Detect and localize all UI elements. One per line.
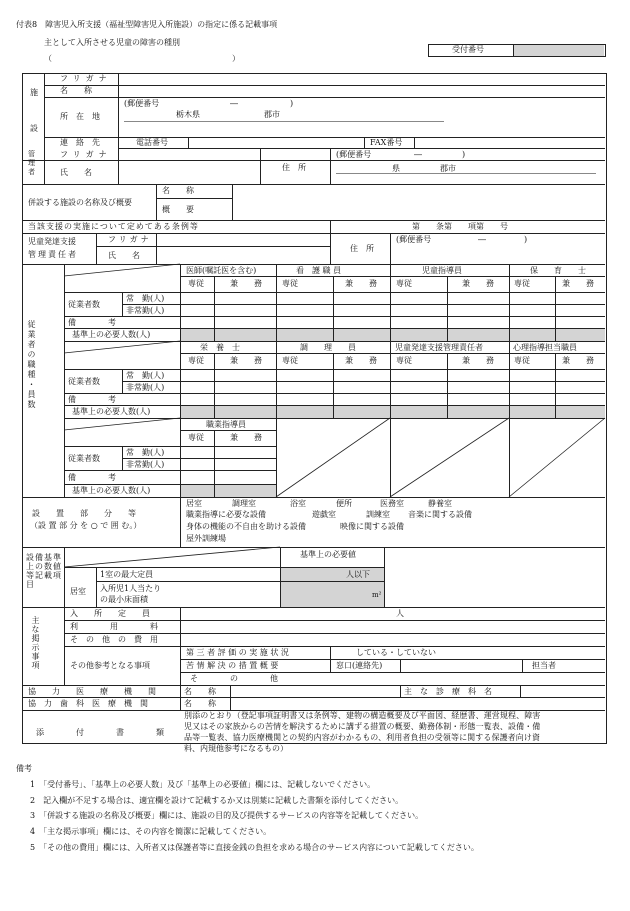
ordinance-article: 第 条第 項第 号: [412, 222, 508, 231]
support-manager-label-1: 児童発達支援: [28, 237, 76, 246]
support-manager-label-2: 管理責任者: [28, 250, 78, 259]
job-nutritionist: 栄 養 士: [200, 343, 240, 352]
capacity-unit: 人: [396, 609, 404, 618]
eq-rest: 静養室: [428, 499, 452, 508]
g1-care-full: 専従: [514, 279, 530, 288]
g2-psych-full: 専従: [514, 356, 530, 365]
facility-city: 郡市: [264, 110, 280, 119]
eq-room: 居室: [186, 499, 202, 508]
form-title: 付表8 障害児入所支援（福祉型障害児入所施設）の指定に係る記載事項: [16, 20, 278, 29]
g2-nutr-full: 専従: [188, 356, 204, 365]
g3-regular: 常 勤(人): [126, 448, 165, 457]
fee-label: 利 用 料: [70, 622, 158, 631]
facility-postal-close: ): [290, 99, 294, 108]
g1-required: 基準上の必要人数(人): [72, 330, 151, 339]
floor-area-label-2: の最小床面積: [100, 595, 148, 604]
eq-video: 映像に関する設備: [340, 522, 404, 531]
facility-contact-label: 連 絡 先: [60, 138, 100, 147]
g1-remarks: 備 考: [68, 318, 116, 327]
complaint-label: 苦 情 解 決 の 措 置 概 要: [186, 661, 279, 670]
g1-nurse-full: 専従: [282, 279, 298, 288]
job-child-instructor: 児童指導員: [422, 266, 462, 275]
postings-section-label: 主な掲示事項: [31, 616, 40, 670]
person-label: 担当者: [532, 661, 556, 670]
g3-staff-count: 従業者数: [68, 454, 100, 463]
g2-required: 基準上の必要人数(人): [72, 407, 151, 416]
attachments-text-4: 料、内規他参考になるもの）: [184, 744, 288, 753]
facility-section-label-1: 施: [30, 88, 38, 97]
ordinance-label: 当該支援の実施について定めてある条例等: [28, 222, 199, 231]
support-manager-furigana: フリガナ: [108, 235, 152, 244]
eq-medical: 医務室: [380, 499, 404, 508]
manager-section-label: 管理者: [28, 150, 35, 176]
g1-instr-part: 兼 務: [462, 279, 494, 288]
manager-postal-close: ): [462, 150, 466, 159]
notes-title: 備考: [16, 764, 32, 773]
eq-kitchen: 調理室: [232, 499, 256, 508]
manager-postal-dash: ―: [414, 150, 422, 159]
manager-name-label: 氏 名: [60, 168, 92, 177]
combined-name-label: 名 称: [162, 186, 194, 195]
facility-postal-dash: ―: [230, 99, 238, 108]
persons-or-less: 人以下: [346, 570, 370, 579]
g3-required: 基準上の必要人数(人): [72, 486, 151, 495]
manager-city: 郡市: [440, 164, 456, 173]
g1-irregular: 非常勤(人): [126, 306, 165, 315]
facility-postal-prefix: (郵便番号: [124, 99, 160, 108]
support-manager-name: 氏 名: [108, 251, 140, 260]
required-count-g2: [181, 406, 605, 418]
main-dept-label: 主 な 診 療 科 名: [404, 687, 492, 696]
eq-training: 訓練室: [366, 510, 390, 519]
g1-nurse-part: 兼 務: [345, 279, 377, 288]
other-label: そ の 他: [190, 674, 278, 683]
standards-section-label: 設備基準上の数値等記載項目: [26, 553, 62, 589]
job-support-manager: 児童発達支援管理責任者: [395, 343, 483, 352]
eq-vocational: 職業指導に必要な設備: [186, 510, 266, 519]
floor-area-label-1: 入所児1人当たり: [100, 584, 162, 593]
receipt-number-field[interactable]: [514, 45, 604, 56]
fax-label: FAX番号: [370, 138, 403, 147]
g1-instr-full: 専従: [396, 279, 412, 288]
g3-remarks: 備 考: [68, 473, 116, 482]
eq-toilet: 便所: [336, 499, 352, 508]
third-party-label: 第 三 者 評 価 の 実 施 状 況: [186, 648, 289, 657]
g3-voc-part: 兼 務: [230, 433, 262, 442]
coop-medical-name: 名 称: [184, 687, 216, 696]
equipment-label: 設 置 部 分 等: [32, 509, 136, 518]
receipt-label: 受付番号: [452, 45, 484, 54]
paren-open: （: [44, 54, 52, 63]
g1-doctor-part: 兼 務: [230, 279, 262, 288]
g2-irregular: 非常勤(人): [126, 383, 165, 392]
g1-care-part: 兼 務: [562, 279, 594, 288]
g3-irregular: 非常勤(人): [126, 460, 165, 469]
job-doctor: 医師(嘱託医を含む): [186, 266, 257, 275]
job-nurse: 看 護 職 員: [296, 266, 342, 275]
combined-outline-label: 概 要: [162, 205, 194, 214]
g2-staff-count: 従業者数: [68, 377, 100, 386]
required-value-label: 基準上の必要値: [300, 550, 356, 559]
g2-regular: 常 勤(人): [126, 371, 165, 380]
third-party-status[interactable]: している・していない: [356, 648, 436, 657]
g2-remarks: 備 考: [68, 395, 116, 404]
combined-facility-label: 併設する施設の名称及び概要: [28, 198, 132, 207]
facility-section-label-2: 設: [30, 124, 38, 133]
coop-medical-label: 協 力 医 療 機 関: [28, 687, 156, 696]
g2-cook-full: 専従: [282, 356, 298, 365]
max-capacity-label: 1室の最大定員: [100, 570, 154, 579]
job-psych: 心理指導担当職員: [513, 343, 577, 352]
g1-staff-count: 従業者数: [68, 300, 100, 309]
g2-nutr-part: 兼 務: [230, 356, 262, 365]
coop-dental-label: 協 力 歯 科 医 療 機 関: [28, 699, 148, 708]
facility-address-label: 所 在 地: [60, 112, 100, 121]
g2-mgr-part: 兼 務: [462, 356, 494, 365]
note-1: 1 「受付番号」、「基準上の必要人数」及び「基準上の必要値」欄には、記載しないでください。: [30, 780, 376, 789]
eq-outdoor: 屋外訓練場: [186, 534, 226, 543]
equipment-sub: （設 置 部 分 を ○ で 囲 む。）: [30, 521, 142, 530]
support-manager-postal-dash: ―: [478, 235, 486, 244]
manager-postal-prefix: (郵便番号: [336, 150, 372, 159]
eq-bath: 浴室: [290, 499, 306, 508]
facility-prefecture: 栃木県: [176, 110, 200, 119]
manager-address-label: 住 所: [282, 163, 306, 172]
required-count-g1: [181, 329, 605, 341]
note-5: 5 「その他の費用」欄には、入所者又は保護者等に直接金銭の負担を求める場合のサービス内容について記載してください。: [30, 843, 479, 852]
other-reference-label: その他参考となる事項: [70, 661, 150, 670]
staff-section-label: 従業者の職種・員数: [27, 320, 36, 410]
g1-doctor-full: 専従: [188, 279, 204, 288]
manager-furigana-label: フリガナ: [60, 150, 112, 159]
attachments-text-3: 品等一覧表、協力医療機関との契約内容がわかるもの、利用者負担の受領等に関する保護者向け資: [184, 733, 541, 742]
facility-furigana-label: フリガナ: [60, 74, 112, 83]
g2-mgr-full: 専従: [396, 356, 412, 365]
note-4: 4 「主な掲示事項」欄には、その内容を簡潔に記載してください。: [30, 827, 272, 836]
phone-label: 電話番号: [136, 138, 168, 147]
required-count-g3: [181, 485, 276, 497]
paren-close: ）: [232, 54, 240, 63]
other-cost-label: そ の 他 の 費 用: [70, 635, 158, 644]
attachments-text-2: 児又はその家族からの苦情を解決するために講ずる措置の概要、勤務体制・形態一覧表、設備・備: [184, 722, 541, 731]
disability-type-label: 主として入所させる児童の障害の種別: [44, 38, 180, 47]
g3-voc-full: 専従: [188, 433, 204, 442]
g2-cook-part: 兼 務: [345, 356, 377, 365]
job-childcare: 保 育 士: [530, 266, 586, 275]
support-manager-postal-prefix: (郵便番号: [396, 235, 432, 244]
attachments-label: 添 付 書 類: [36, 728, 164, 737]
attachments-text-1: 別添のとおり（登記事項証明書又は条例等、建物の構造概要及び平面図、経歴書、運営規程、障害: [184, 711, 541, 720]
support-manager-postal-close: ): [524, 235, 528, 244]
job-vocational: 職業指導員: [206, 420, 246, 429]
window-label: 窓口(連絡先): [336, 661, 383, 670]
support-manager-address-label: 住 所: [350, 244, 374, 253]
note-3: 3 「併設する施設の名称及び概要」欄には、施設の目的及び提供するサービスの内容等を記載してください。: [30, 811, 424, 820]
note-2: 2 記入欄が不足する場合は、適宜欄を設けて記載するか又は別葉に記載した書類を添付してください。: [30, 796, 404, 805]
sqm-unit: m²: [372, 591, 382, 599]
manager-prefecture: 県: [392, 164, 400, 173]
capacity-label: 入 所 定 員: [70, 609, 150, 618]
eq-playroom: 遊戯室: [312, 510, 336, 519]
job-cook: 調 理 員: [300, 343, 356, 352]
g2-psych-part: 兼 務: [562, 356, 594, 365]
eq-physical: 身体の機能の不自由を助ける設備: [186, 522, 306, 531]
room-label: 居室: [70, 587, 86, 596]
coop-dental-name: 名 称: [184, 699, 216, 708]
facility-name-label: 名 称: [60, 86, 92, 95]
g1-regular: 常 勤(人): [126, 294, 165, 303]
eq-music: 音楽に関する設備: [408, 510, 472, 519]
